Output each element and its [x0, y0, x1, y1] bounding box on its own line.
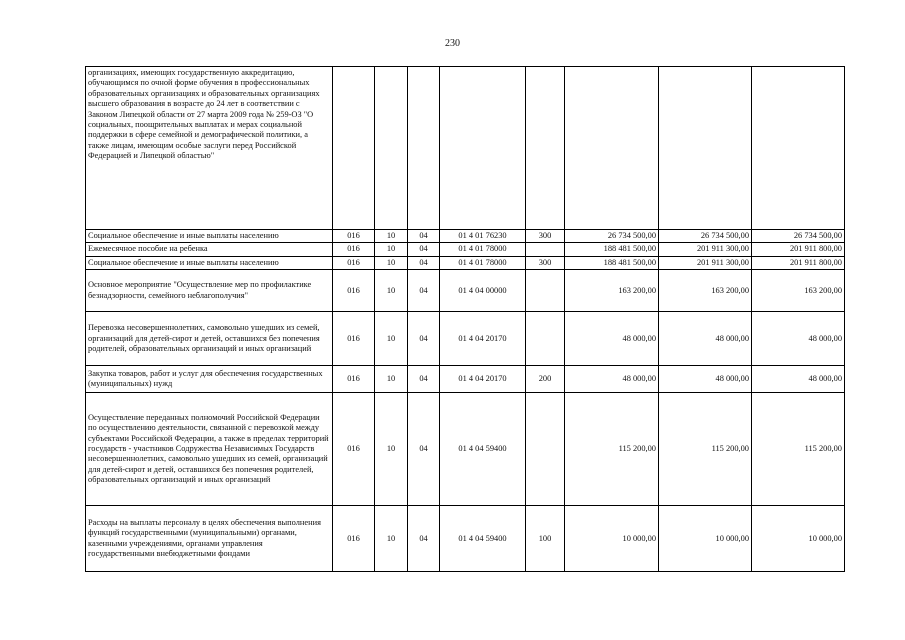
cell-sum-2: 48 000,00 — [659, 312, 752, 366]
cell-sum-2: 201 911 300,00 — [659, 256, 752, 269]
cell-sum-2: 163 200,00 — [659, 270, 752, 312]
cell-sum-3: 201 911 800,00 — [752, 256, 845, 269]
cell-grbs: 016 — [333, 312, 375, 366]
table-row — [86, 506, 845, 572]
cell-expense-type — [526, 67, 565, 230]
table-row — [86, 312, 845, 366]
cell-sum-1: 188 481 500,00 — [565, 243, 659, 256]
cell-expense-type — [526, 243, 565, 256]
table-row — [86, 393, 845, 506]
cell-target-article: 01 4 04 20170 — [440, 366, 526, 393]
cell-podrazdel: 04 — [408, 393, 440, 506]
cell-sum-2: 10 000,00 — [659, 506, 752, 572]
cell-razdel: 10 — [375, 312, 408, 366]
cell-sum-2: 201 911 300,00 — [659, 243, 752, 256]
row-name: Закупка товаров, работ и услуг для обеспечения государственных (муниципальных) нужд — [86, 366, 333, 393]
cell-grbs — [333, 67, 375, 230]
cell-expense-type — [526, 393, 565, 506]
cell-podrazdel: 04 — [408, 270, 440, 312]
table-row — [86, 366, 845, 393]
cell-sum-3 — [752, 67, 845, 230]
cell-razdel: 10 — [375, 230, 408, 243]
table-row — [86, 270, 845, 312]
cell-grbs: 016 — [333, 506, 375, 572]
cell-razdel: 10 — [375, 366, 408, 393]
table-row — [86, 67, 845, 230]
table-row — [86, 230, 845, 243]
cell-razdel: 10 — [375, 256, 408, 269]
row-name: Основное мероприятие "Осуществление мер по профилактике безнадзорности, семейного неблагополучия" — [86, 270, 333, 312]
budget-table — [85, 66, 845, 572]
cell-grbs: 016 — [333, 366, 375, 393]
row-name: организациях, имеющих государственную аккредитацию, обучающимся по очной форме обучения в профессиональных образовательных организациях и образовательных организациях высшего образования в возрасте до 24 лет в соответствии с Законом Липецкой области от 27 марта 2009 года № 259-ОЗ "О социальных, поощрительных выплатах и мерах социальной поддержки в сфере семейной и демографической политики, а также лицам, имеющим особые заслуги перед Российской Федерацией и Липецкой областью" — [86, 67, 333, 230]
cell-expense-type: 200 — [526, 366, 565, 393]
cell-expense-type — [526, 270, 565, 312]
cell-podrazdel: 04 — [408, 230, 440, 243]
cell-razdel: 10 — [375, 243, 408, 256]
cell-target-article: 01 4 04 59400 — [440, 506, 526, 572]
cell-sum-3: 10 000,00 — [752, 506, 845, 572]
page-number: 230 — [445, 38, 460, 49]
cell-sum-2: 48 000,00 — [659, 366, 752, 393]
cell-sum-1 — [565, 67, 659, 230]
cell-sum-3: 201 911 800,00 — [752, 243, 845, 256]
cell-podrazdel: 04 — [408, 243, 440, 256]
cell-razdel: 10 — [375, 270, 408, 312]
cell-target-article: 01 4 01 76230 — [440, 230, 526, 243]
cell-podrazdel — [408, 67, 440, 230]
cell-podrazdel: 04 — [408, 312, 440, 366]
cell-sum-1: 115 200,00 — [565, 393, 659, 506]
row-name: Социальное обеспечение и иные выплаты населению — [86, 230, 333, 243]
cell-target-article: 01 4 01 78000 — [440, 256, 526, 269]
cell-razdel — [375, 67, 408, 230]
cell-sum-2 — [659, 67, 752, 230]
row-name: Ежемесячное пособие на ребенка — [86, 243, 333, 256]
row-name: Социальное обеспечение и иные выплаты населению — [86, 256, 333, 269]
cell-sum-1: 48 000,00 — [565, 366, 659, 393]
cell-podrazdel: 04 — [408, 256, 440, 269]
cell-sum-3: 115 200,00 — [752, 393, 845, 506]
cell-sum-3: 26 734 500,00 — [752, 230, 845, 243]
cell-expense-type: 300 — [526, 230, 565, 243]
cell-grbs: 016 — [333, 256, 375, 269]
row-name: Перевозка несовершеннолетних, самовольно ушедших из семей, организаций для детей-сирот и детей, оставшихся без попечения родителей, образовательных организаций и иных организаций — [86, 312, 333, 366]
cell-expense-type — [526, 312, 565, 366]
cell-sum-1: 26 734 500,00 — [565, 230, 659, 243]
row-name: Расходы на выплаты персоналу в целях обеспечения выполнения функций государственными (муниципальными) органами, казенными учреждениями, органами управления государственными внебюджетными фондами — [86, 506, 333, 572]
cell-grbs: 016 — [333, 230, 375, 243]
cell-sum-2: 115 200,00 — [659, 393, 752, 506]
cell-expense-type: 300 — [526, 256, 565, 269]
row-name: Осуществление переданных полномочий Российской Федерации по осуществлению деятельности, связанной с перевозкой между субъектами Российской Федерации, а также в пределах территорий государств - участников Содружества Независимых Государств несовершеннолетних, самовольно ушедших из семей, организаций для детей-сирот и детей, оставшихся без попечения родителей, образовательных организаций и иных организаций — [86, 393, 333, 506]
cell-target-article: 01 4 04 00000 — [440, 270, 526, 312]
cell-sum-1: 48 000,00 — [565, 312, 659, 366]
cell-expense-type: 100 — [526, 506, 565, 572]
cell-sum-3: 48 000,00 — [752, 366, 845, 393]
cell-razdel: 10 — [375, 393, 408, 506]
cell-sum-1: 10 000,00 — [565, 506, 659, 572]
cell-grbs: 016 — [333, 270, 375, 312]
table-row — [86, 256, 845, 269]
cell-grbs: 016 — [333, 243, 375, 256]
cell-podrazdel: 04 — [408, 506, 440, 572]
cell-target-article: 01 4 04 59400 — [440, 393, 526, 506]
cell-sum-1: 188 481 500,00 — [565, 256, 659, 269]
table-row — [86, 243, 845, 256]
cell-target-article: 01 4 04 20170 — [440, 312, 526, 366]
cell-sum-2: 26 734 500,00 — [659, 230, 752, 243]
cell-sum-3: 163 200,00 — [752, 270, 845, 312]
cell-target-article — [440, 67, 526, 230]
cell-razdel: 10 — [375, 506, 408, 572]
cell-grbs: 016 — [333, 393, 375, 506]
cell-sum-3: 48 000,00 — [752, 312, 845, 366]
cell-podrazdel: 04 — [408, 366, 440, 393]
cell-target-article: 01 4 01 78000 — [440, 243, 526, 256]
cell-sum-1: 163 200,00 — [565, 270, 659, 312]
